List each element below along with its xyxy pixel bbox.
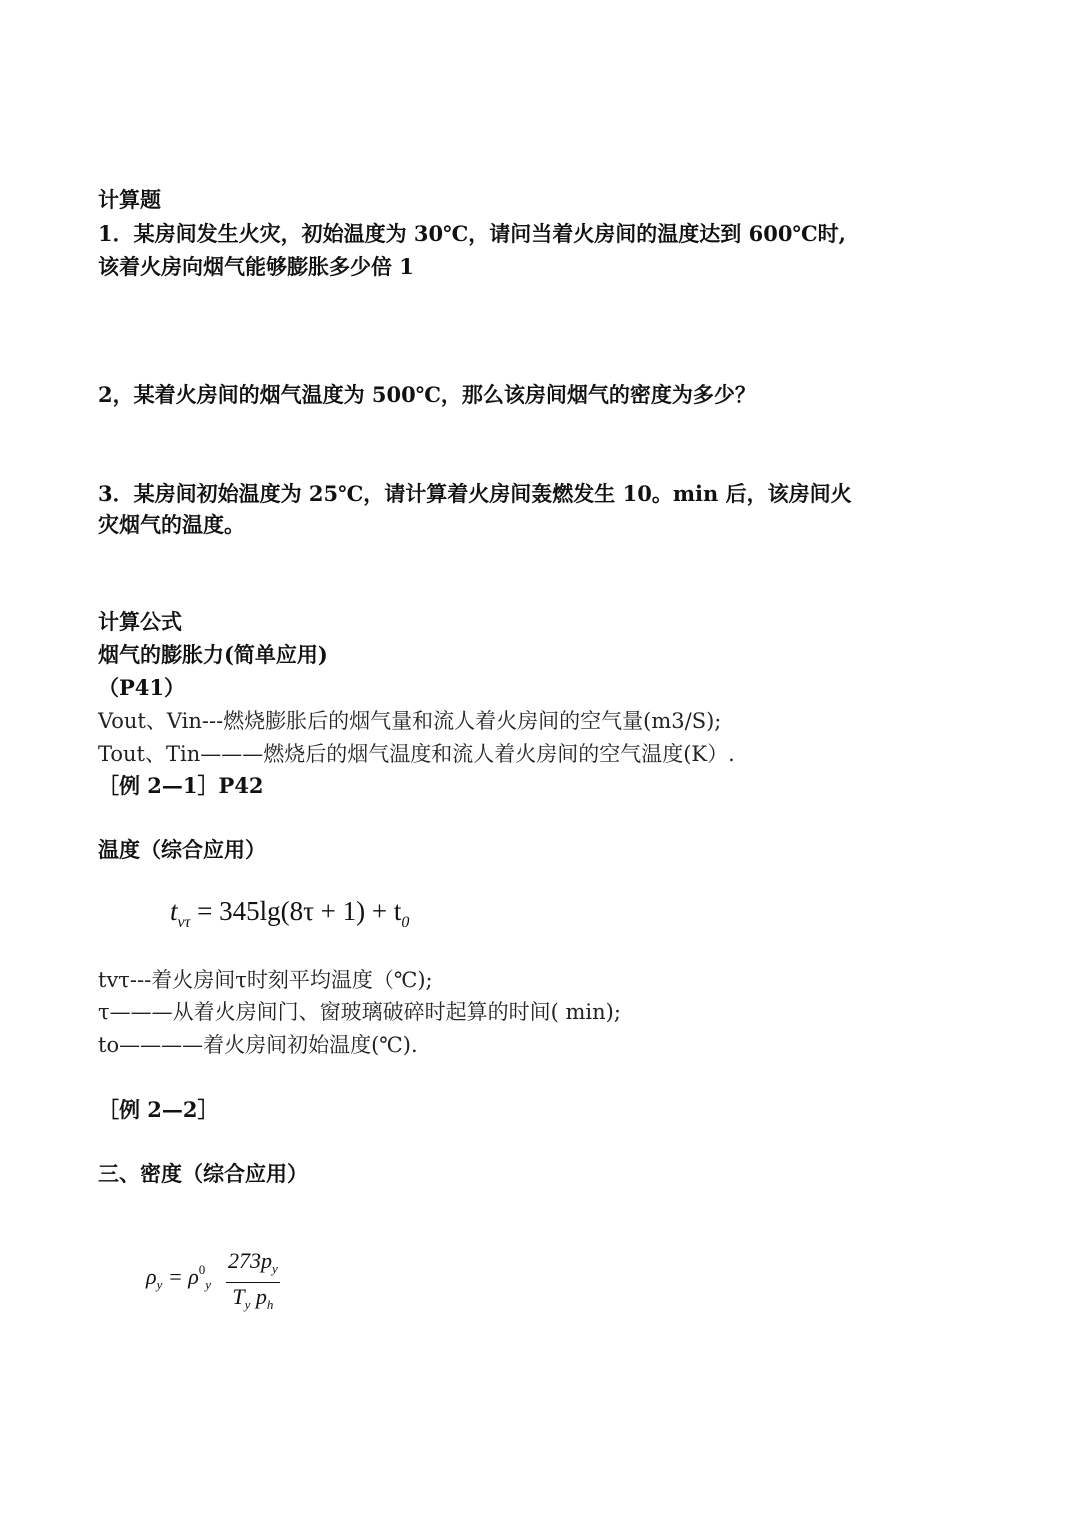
example-2-1: ［例 2—1］P42 [98, 773, 264, 798]
density-denominator [226, 1283, 280, 1319]
density-title: 三、密度（综合应用） [98, 1161, 308, 1186]
density-rho-sub: y [205, 1277, 212, 1292]
temp-formula-lhs: t [170, 896, 178, 926]
question-1-line-2: 该着火房向烟气能够膨胀多少倍 1 [98, 254, 414, 279]
temp-formula-lhs-sub: vτ [177, 914, 191, 931]
example-2-2: ［例 2—2］ [98, 1097, 219, 1122]
tv-definition: tvτ---着火房间τ时刻平均温度（℃); [98, 968, 433, 992]
density-denominator-t: T [232, 1284, 245, 1309]
temperature-formula [170, 896, 409, 932]
tout-definition: Tout、Tin———燃烧后的烟气温度和流人着火房间的空气温度(K）. [98, 742, 735, 766]
density-formula-lhs [146, 1262, 211, 1293]
to-definition: to————着火房间初始温度(℃). [98, 1033, 418, 1057]
question-3-line-2: 灾烟气的温度。 [98, 512, 245, 537]
temperature-title: 温度（综合应用） [98, 837, 266, 862]
density-formula [146, 1248, 326, 1318]
density-lhs-sub: y [156, 1277, 163, 1292]
expansion-title: 烟气的膨胀力(简单应用) [98, 642, 328, 667]
density-denominator-t-sub: y [244, 1297, 251, 1312]
formula-section-title: 计算公式 [98, 609, 182, 634]
density-numerator-text: 273p [228, 1248, 272, 1273]
vout-definition: Vout、Vin---燃烧膨胀后的烟气量和流人着火房间的空气量(m3/S); [98, 709, 722, 733]
density-rho-sup: 0 [198, 1262, 206, 1277]
density-numerator [226, 1248, 280, 1283]
calc-section-title: 计算题 [98, 187, 161, 212]
density-fraction [226, 1248, 280, 1319]
temp-formula-rhs: = 345lg(8τ + 1) + t [197, 896, 402, 926]
tau-definition: τ———从着火房间门、窗玻璃破碎时起算的时间( min); [98, 1000, 621, 1024]
question-2: 2，某着火房间的烟气温度为 500℃，那么该房间烟气的密度为多少？ [98, 382, 756, 407]
question-1-line-1: 1．某房间发生火灾，初始温度为 30℃，请问当着火房间的温度达到 600℃时, [98, 221, 846, 246]
page-ref-p41: （P41） [98, 675, 186, 700]
question-3-line-1: 3．某房间初始温度为 25℃，请计算着火房间轰燃发生 10。min 后，该房间火 [98, 481, 852, 506]
density-denominator-p-sub: h [266, 1297, 274, 1312]
density-numerator-sub: y [272, 1261, 278, 1276]
density-lhs-rho: ρ [146, 1264, 157, 1289]
density-denominator-p: p [250, 1284, 267, 1309]
density-eq-rho: = ρ [162, 1264, 199, 1289]
temp-formula-rhs-sub: 0 [401, 914, 410, 931]
